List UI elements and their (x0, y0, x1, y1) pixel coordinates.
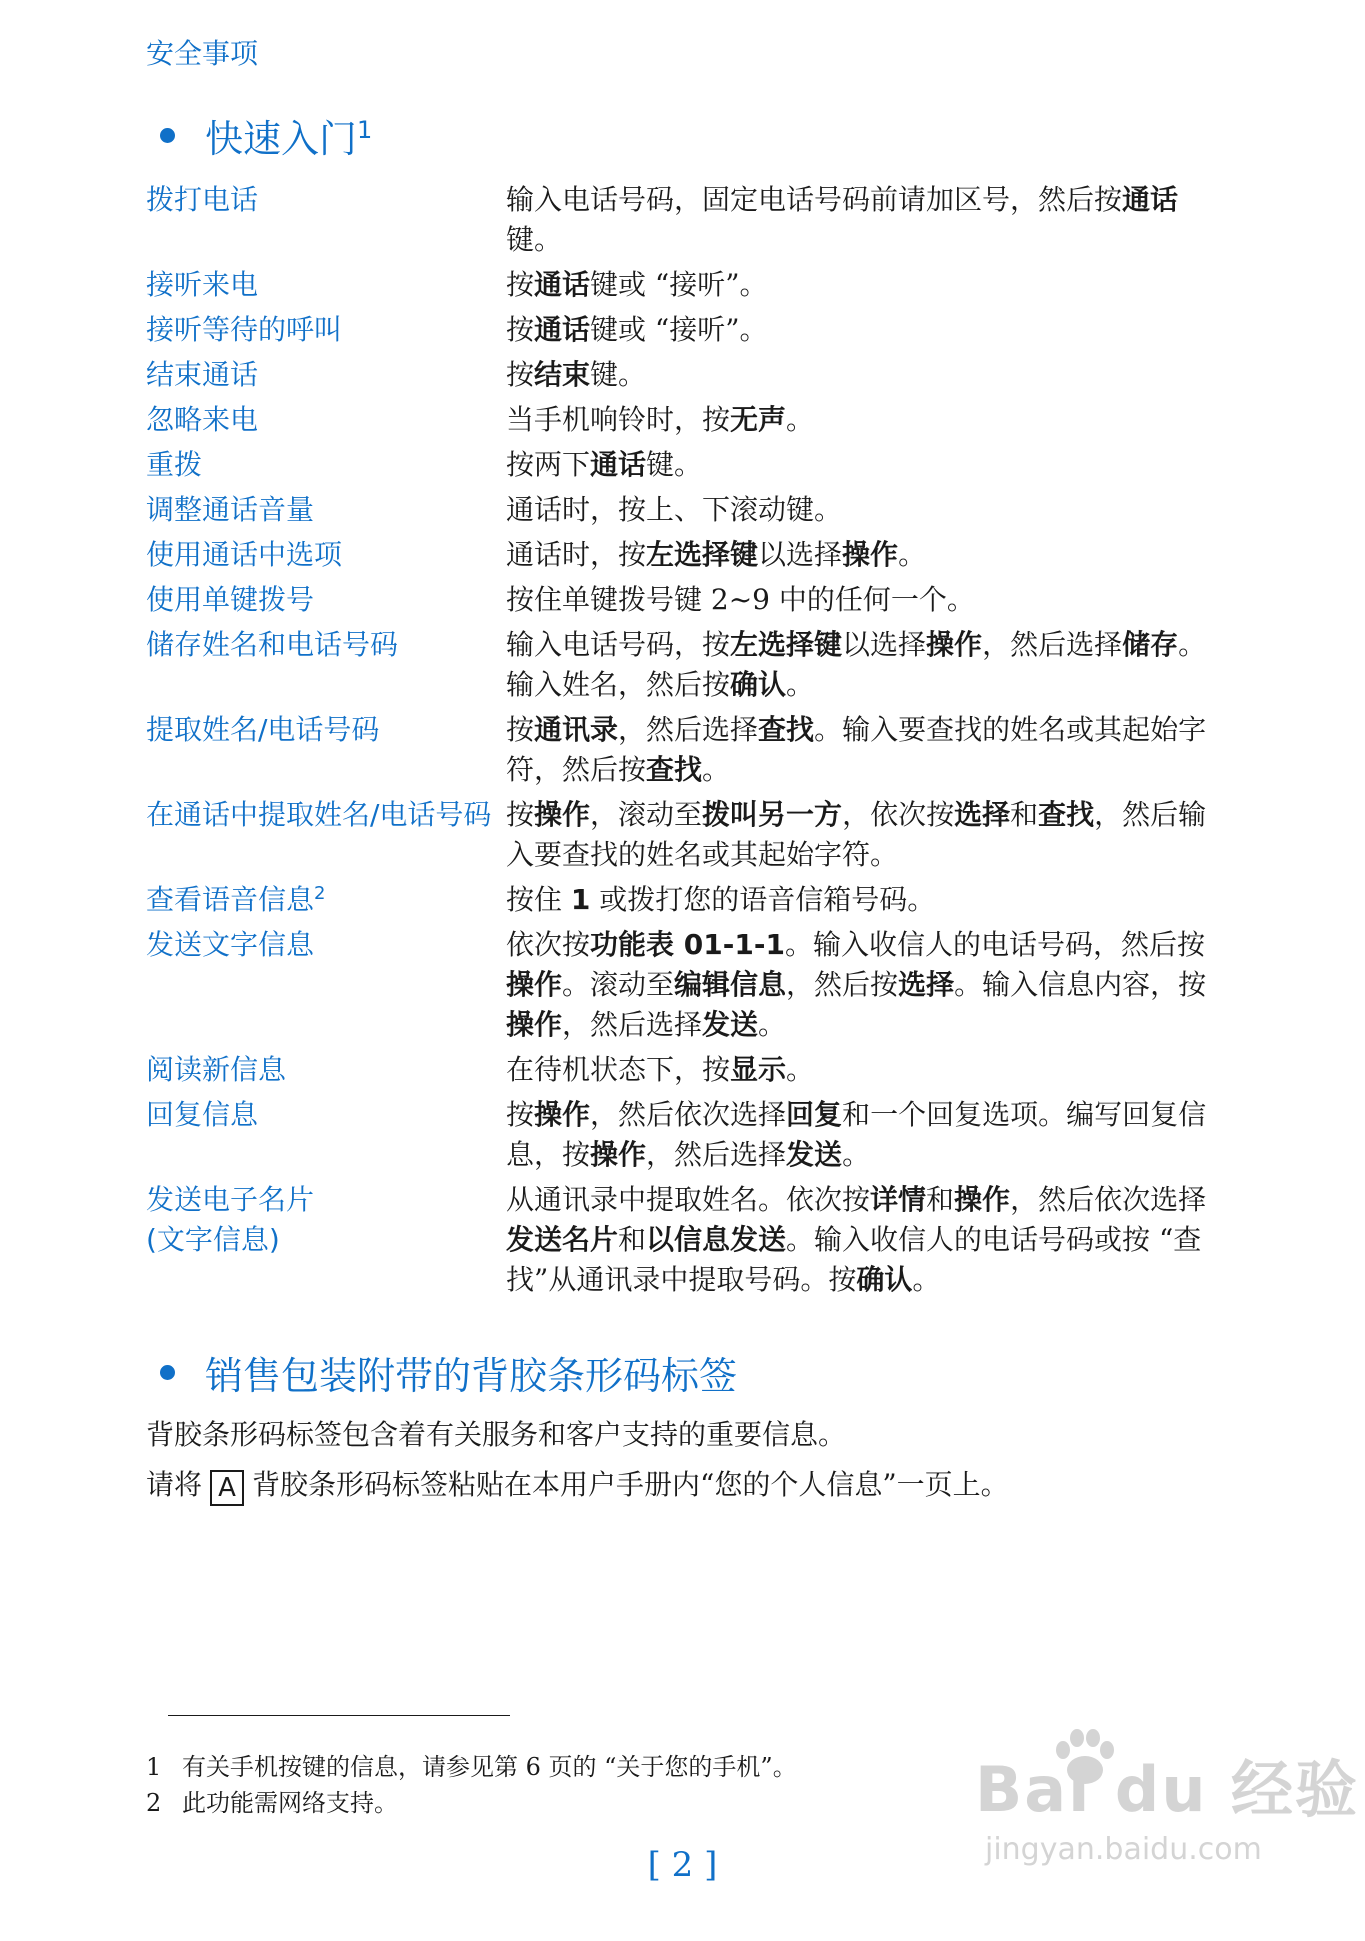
table-row (146, 625, 1236, 705)
quick-start-table (146, 180, 1236, 1305)
row-label: 在通话中提取姓名/电话号码 (146, 798, 492, 831)
row-label: 重拨 (146, 448, 203, 481)
row-label: 结束通话 (146, 358, 259, 391)
table-row (146, 310, 1236, 350)
row-label: 发送电子名片 (文字信息) (146, 1183, 315, 1256)
row-description: 按操作，滚动至拨叫另一方，依次按选择和查找，然后输入要查找的姓名或其起始字符。 (506, 798, 1207, 871)
table-row (146, 795, 1236, 875)
table-row (146, 710, 1236, 790)
row-description: 输入电话号码，按左选择键以选择操作，然后选择储存。输入姓名，然后按确认。 (506, 628, 1207, 701)
row-label: 使用通话中选项 (146, 538, 343, 571)
footnote-1 (146, 1752, 797, 1782)
row-label: 接听来电 (146, 268, 259, 301)
row-description: 按通讯录，然后选择查找。输入要查找的姓名或其起始字符，然后按查找。 (506, 713, 1207, 786)
table-row (146, 580, 1236, 620)
row-description: 通话时，按上、下滚动键。 (506, 493, 843, 526)
footnote-ref: 2 (314, 883, 326, 904)
watermark-brand: Bai du 经验 (975, 1753, 1360, 1826)
section-title-barcode (160, 1345, 737, 1400)
table-row (146, 400, 1236, 440)
table-row (146, 355, 1236, 395)
row-description: 从通讯录中提取姓名。依次按详情和操作，然后依次选择发送名片和以信息发送。输入收信人的电话号码或按 “查找”从通讯录中提取号码。按确认。 (506, 1183, 1207, 1296)
row-description: 按住 1 或拨打您的语音信箱号码。 (506, 883, 936, 916)
footnote-2 (146, 1788, 398, 1818)
footnote-ref: 1 (357, 115, 373, 144)
row-description: 依次按功能表 01-1-1。输入收信人的电话号码，然后按操作。滚动至编辑信息，然后按选择。输入信息内容，按操作，然后选择发送。 (506, 928, 1207, 1041)
row-description: 当手机响铃时，按无声。 (506, 403, 815, 436)
table-row (146, 265, 1236, 305)
table-row (146, 535, 1236, 575)
row-description: 按通话键或 “接听”。 (506, 313, 768, 346)
row-description: 按通话键或 “接听”。 (506, 268, 768, 301)
row-description: 通话时，按左选择键以选择操作。 (506, 538, 927, 571)
barcode-paragraph-2 (146, 1465, 1009, 1505)
footnote-divider (168, 1715, 510, 1716)
paragraph-text: 背胶条形码标签粘贴在本用户手册内“您的个人信息”一页上。 (252, 1468, 1009, 1501)
baidu-watermark (975, 1740, 1360, 1890)
table-row (146, 445, 1236, 485)
row-label: 储存姓名和电话号码 (146, 628, 399, 661)
page-number: [ 2 ] (647, 1845, 718, 1885)
row-label: 回复信息 (146, 1098, 259, 1131)
row-label: 忽略来电 (146, 403, 259, 436)
barcode-paragraph-1: 背胶条形码标签包含着有关服务和客户支持的重要信息。 (146, 1418, 847, 1451)
section-title-quick-start (160, 108, 372, 163)
table-row (146, 490, 1236, 530)
footnote-text: 有关手机按键的信息，请参见第 6 页的 “关于您的手机”。 (182, 1753, 797, 1781)
row-description: 在待机状态下，按显示。 (506, 1053, 815, 1086)
row-description: 按住单键拨号键 2~9 中的任何一个。 (506, 583, 975, 616)
table-row (146, 925, 1236, 1045)
row-label: 调整通话音量 (146, 493, 315, 526)
row-label: 拨打电话 (146, 183, 259, 216)
bullet-icon (160, 1365, 175, 1380)
table-row (146, 1095, 1236, 1175)
row-label: 阅读新信息 (146, 1053, 287, 1086)
row-label: 使用单键拨号 (146, 583, 315, 616)
table-row (146, 1050, 1236, 1090)
table-row (146, 1180, 1236, 1300)
watermark-url: jingyan.baidu.com (985, 1832, 1262, 1867)
section-title-text: 快速入门 (205, 117, 358, 161)
label-a-box: A (210, 1470, 244, 1506)
row-label: 查看语音信息$^2$ (146, 883, 326, 916)
footnote-number: 2 (146, 1789, 162, 1817)
bullet-icon (160, 128, 175, 143)
section-title-text: 销售包装附带的背胶条形码标签 (205, 1354, 738, 1398)
row-label: 接听等待的呼叫 (146, 313, 343, 346)
footnote-text: 此功能需网络支持。 (182, 1789, 398, 1817)
row-description: 按结束键。 (506, 358, 647, 391)
page-header: 安全事项 (146, 37, 259, 70)
table-row (146, 880, 1236, 920)
row-description: 输入电话号码，固定电话号码前请加区号，然后按通话键。 (506, 183, 1179, 256)
paragraph-text: 请将 (146, 1468, 203, 1501)
row-label: 发送文字信息 (146, 928, 315, 961)
footnote-number: 1 (146, 1753, 162, 1781)
row-description: 按两下通话键。 (506, 448, 703, 481)
row-description: 按操作，然后依次选择回复和一个回复选项。编写回复信息，按操作，然后选择发送。 (506, 1098, 1207, 1171)
table-row (146, 180, 1236, 260)
row-label: 提取姓名/电话号码 (146, 713, 380, 746)
